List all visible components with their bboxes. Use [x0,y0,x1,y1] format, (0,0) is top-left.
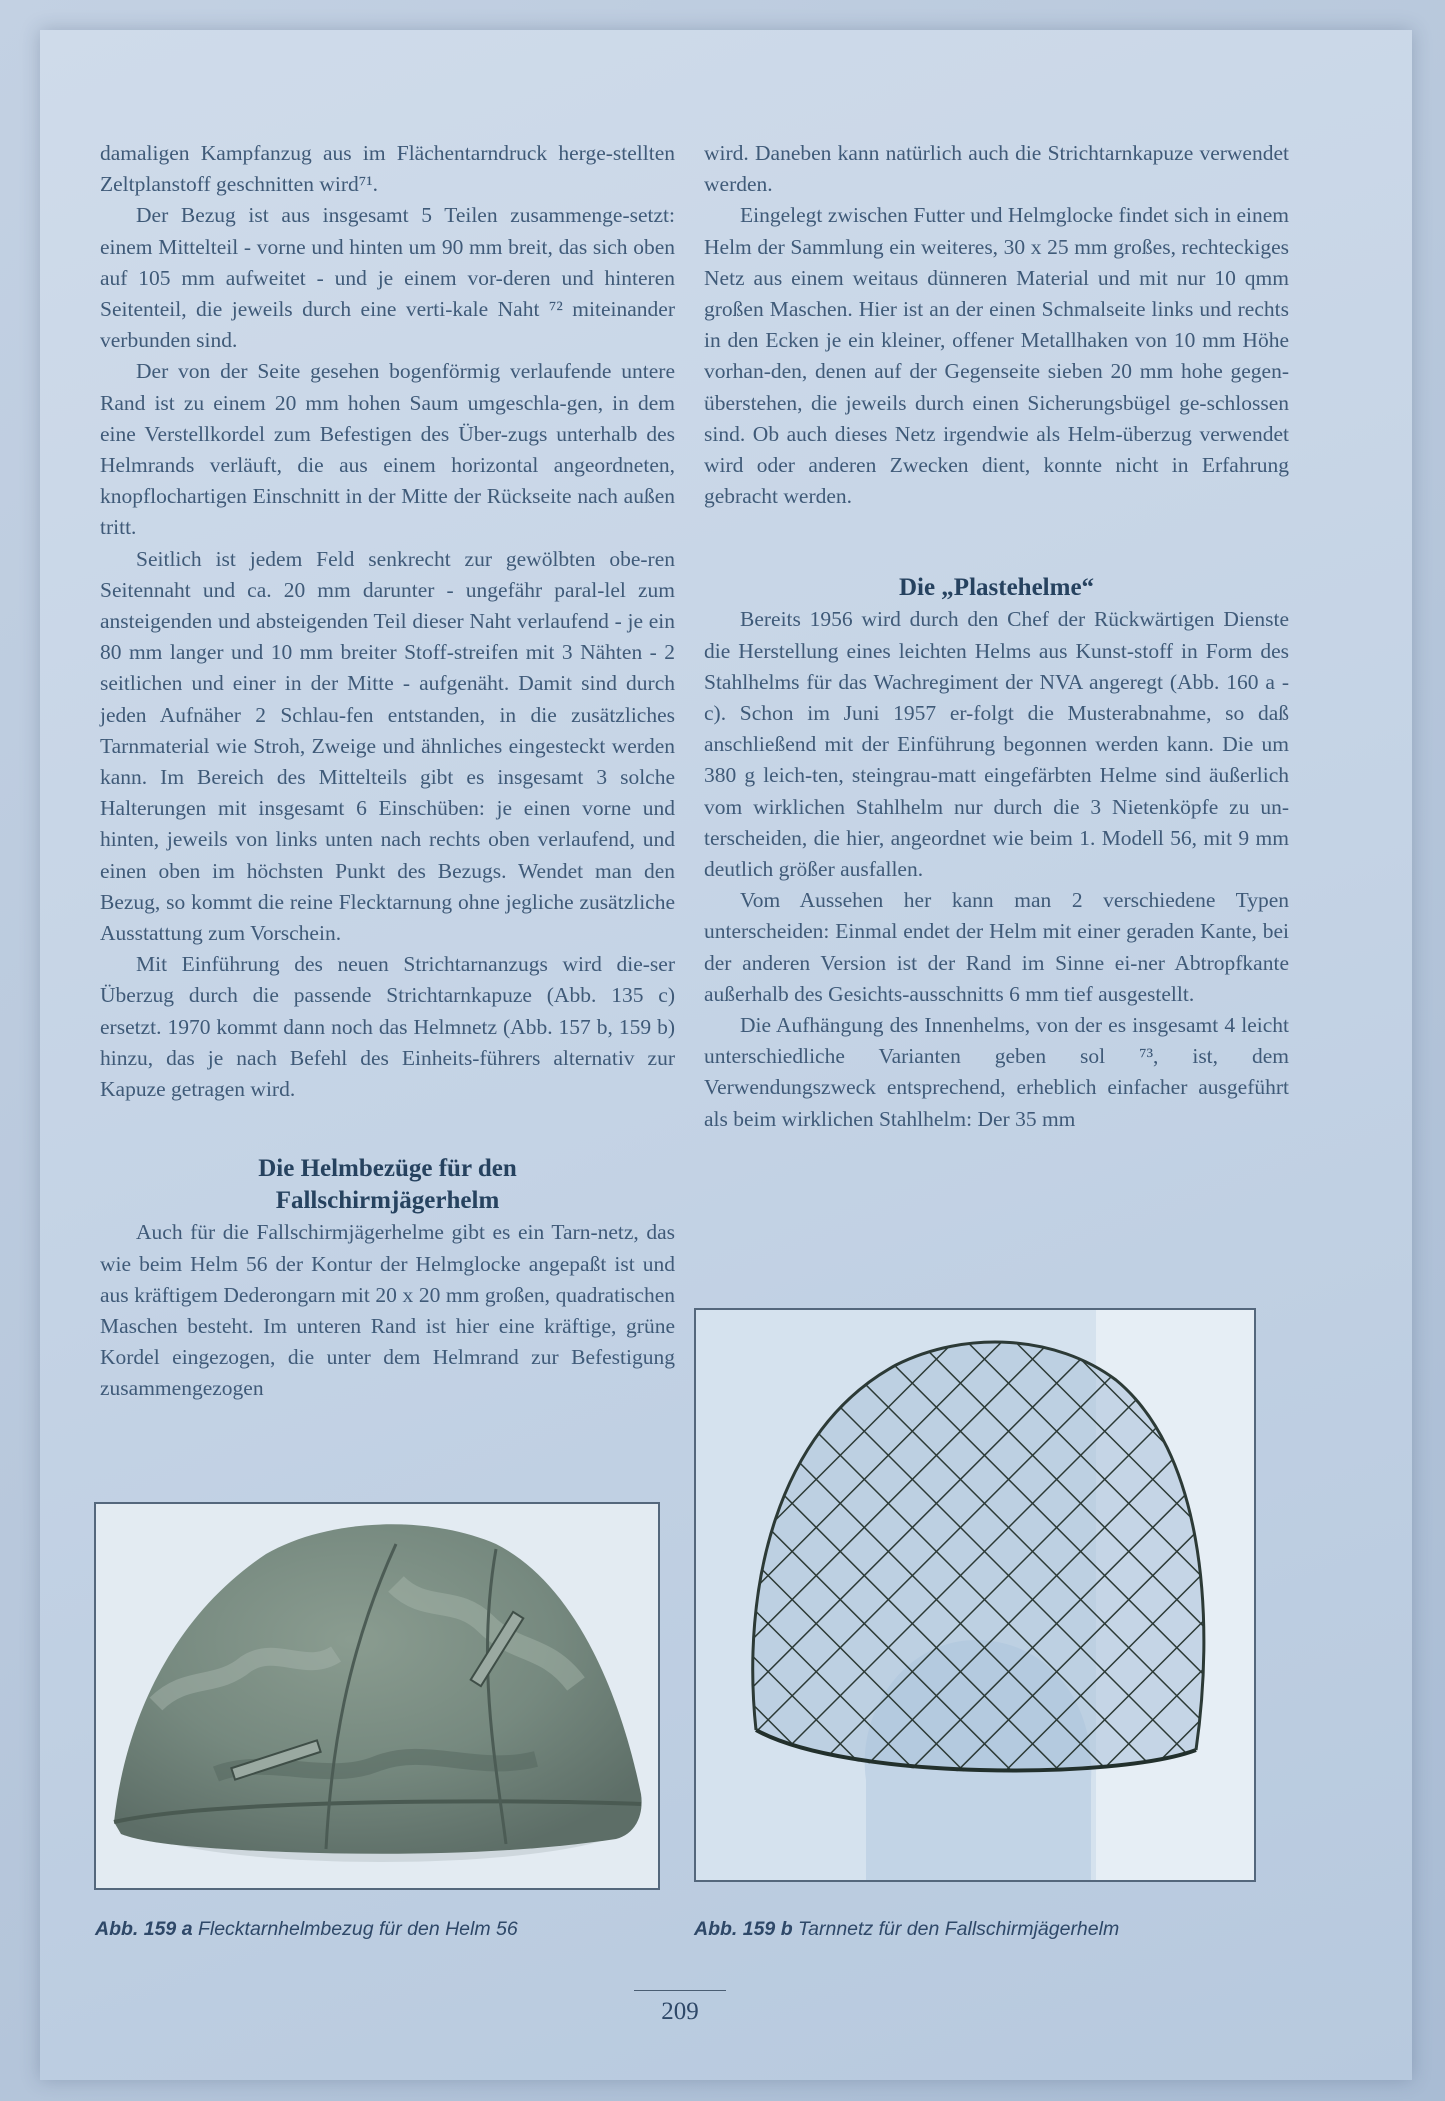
heading-fallschirm-line-2: Fallschirmjägerhelm [275,1187,500,1215]
page-number-rule [634,1990,726,1991]
left-paragraph-2: Der Bezug ist aus insgesamt 5 Teilen zusammenge-setzt: einem Mittelteil - vorne und hinten um 90 mm breit, das sich oben auf 105 mm aufweitet - und je einem vor-deren und hinteren Seitenteil, die jeweils durch eine verti-kale Naht ⁷² miteinander verbunden sind. [100,203,675,353]
page-number: 209 [661,1998,699,2025]
caption-159b-label: Abb. 159 b [694,1918,793,1940]
figure-159b-helmet-net [694,1308,1256,1882]
helmet-net-illustration [696,1310,1254,1880]
helmet-cover-illustration [96,1504,658,1888]
caption-159b-text: Tarnnetz für den Fallschirmjägerhelm [798,1918,1120,1940]
caption-159a-label: Abb. 159 a [95,1918,193,1940]
right-paragraph-5: Die Aufhängung des Innenhelms, von der es insgesamt 4 leicht unterschiedliche Varianten geben sol ⁷³, ist, dem Verwendungszweck entsprechend, erheblich einfacher ausgeführt als beim wirklichen Stahlhelm: Der 35 mm [704,1013,1289,1131]
book-page [40,30,1412,2080]
right-paragraph-3: Bereits 1956 wird durch den Chef der Rückwärtigen Dienste die Herstellung eines leichten Helms aus Kunst-stoff in Form des Stahlhelms für das Wachregiment der NVA angeregt (Abb. 160 a - c). Schon im Juni 1957 er-folgt die Musterabnahme, so daß anschließend mit der Einführung begonnen werden kann. Die um 380 g leich-ten, steingrau-matt eingefärbten Helme sind äußerlich vom wirklichen Stahlhelm nur durch die 3 Nietenköpfe zu un-terscheiden, die hier, angeordnet wie beim 1. Modell 56, mit 9 mm deutlich größer ausfallen. [704,607,1289,882]
left-paragraph-1: damaligen Kampfanzug aus im Flächentarndruck herge-stellten Zeltplanstoff geschnitten wird⁷¹. [100,141,675,197]
left-paragraph-4: Seitlich ist jedem Feld senkrecht zur gewölbten obe-ren Seitennaht und ca. 20 mm darunter - ungefähr paral-lel zum ansteigenden und absteigenden Teil dieser Naht verlaufend - je ein 80 mm langer und 10 mm breiter Stoff-streifen mit 3 Nähten - 2 seitlichen und einer in der Mitte - aufgenäht. Damit sind durch jeden Aufnäher 2 Schlau-fen entstanden, in die zusätzliches Tarnmaterial wie Stroh, Zweige und ähnliches eingesteckt werden kann. Im Bereich des Mittelteils gibt es insgesamt 3 solche Halterungen mit insgesamt 6 Einschüben: je einen vorne und hinten, jeweils von links unten nach rechts oben verlaufend, und einen oben im höchsten Punkt des Bezugs. Wendet man den Bezug, so kommt die reine Flecktarnung ohne jegliche zusätzliche Ausstattung zum Vorschein. [100,546,675,946]
left-paragraph-3: Der von der Seite gesehen bogenförmig verlaufende untere Rand ist zu einem 20 mm hohen Saum umgeschla-gen, in dem eine Verstellkordel zum Befestigen des Über-zugs unterhalb des Helmrands verläuft, die aus einem horizontal angeordneten, knopflochartigen Einschnitt in der Mitte der Rückseite nach außen tritt. [100,359,675,540]
right-paragraph-1: wird. Daneben kann natürlich auch die Strichtarnkapuze verwendet werden. [704,141,1289,197]
caption-159a-text: Flecktarnhelmbezug für den Helm 56 [197,1918,518,1940]
heading-plastehelme: Die „Plastehelme“ [898,574,1095,602]
left-paragraph-5: Mit Einführung des neuen Strichtarnanzugs wird die-ser Überzug durch die passende Strichtarnkapuze (Abb. 135 c) ersetzt. 1970 kommt dann noch das Helmnetz (Abb. 157 b, 159 b) hinzu, das je nach Befehl des Einheits-führers alternativ zur Kapuze getragen wird. [100,952,675,1102]
right-paragraph-4: Vom Aussehen her kann man 2 verschiedene Typen unterscheiden: Einmal endet der Helm mit einer geraden Kante, bei der anderen Version ist der Rand im Sinne ei-ner Abtropfkante außerhalb des Gesichts-ausschnitts 6 mm tief ausgestellt. [704,888,1289,1006]
right-paragraph-2: Eingelegt zwischen Futter und Helmglocke findet sich in einem Helm der Sammlung ein weiteres, 30 x 25 mm großes, rechteckiges Netz aus einem weitaus dünneren Material und mit nur 10 qmm großen Maschen. Hier ist an der einen Schmalseite links und rechts in den Ecken je ein kleiner, offener Metallhaken von 10 mm Höhe vorhan-den, denen auf der Gegenseite sieben 20 mm hohe gegen-überstehen, die jeweils durch einen Sicherungsbügel ge-schlossen sind. Ob auch dieses Netz irgendwie als Helm-überzug verwendet wird oder anderen Zwecken dient, konnte nicht in Erfahrung gebracht werden. [704,203,1289,509]
left-paragraph-6: Auch für die Fallschirmjägerhelme gibt es ein Tarn-netz, das wie beim Helm 56 der Kontur der Helmglocke angepaßt ist und aus kräftigem Dederongarn mit 20 x 20 mm großen, quadratischen Maschen besteht. Im unteren Rand ist hier eine kräftige, grüne Kordel eingezogen, die unter dem Helmrand zur Befestigung zusammengezogen [100,1220,675,1401]
figure-159a-helmet-cover [94,1502,660,1890]
caption-159b [694,1918,1119,1941]
heading-fallschirm-line-1: Die Helmbezüge für den [258,1155,517,1183]
caption-159a [95,1918,518,1941]
right-column [704,138,1289,1135]
left-column [100,138,675,1405]
